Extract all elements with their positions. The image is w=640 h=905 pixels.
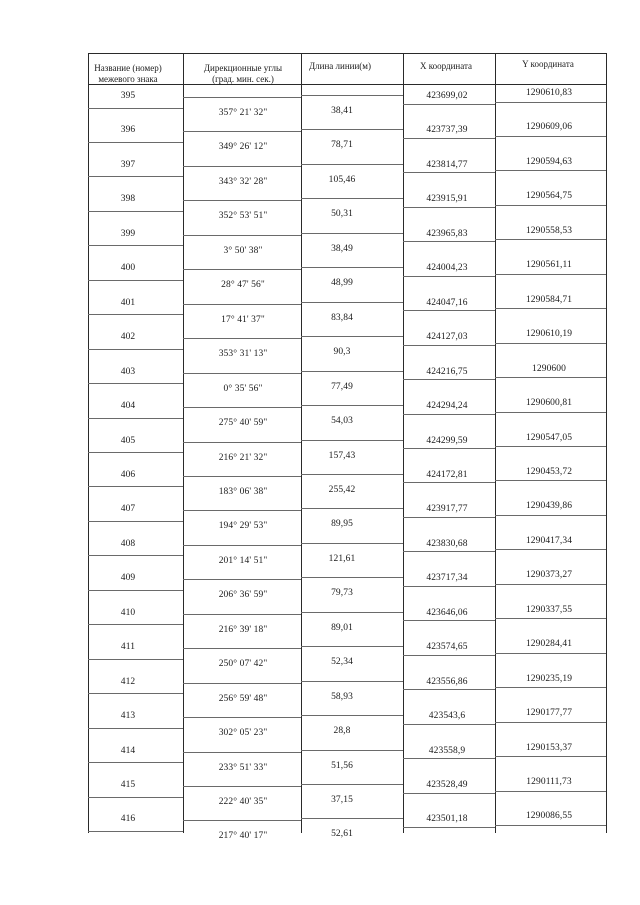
row-separator-angle: [183, 200, 301, 201]
row-separator-y: [495, 549, 606, 550]
row-separator-x: [403, 655, 495, 656]
row-separator-angle: [183, 579, 301, 580]
y-coordinate: 1290561,11: [526, 260, 572, 271]
y-coordinate: 1290610,83: [525, 88, 573, 98]
row-separator-name: [88, 521, 183, 522]
y-coordinate: 1290153,37: [525, 742, 573, 753]
row-separator-length: [301, 508, 403, 509]
row-separator-name: [88, 728, 183, 729]
row-separator-name: [88, 659, 183, 660]
point-name: 397: [120, 159, 136, 170]
line-length: 52,61: [331, 829, 353, 840]
y-coordinate: 1290584,71: [525, 294, 573, 305]
row-separator-length: [301, 612, 403, 613]
row-separator-y: [495, 515, 606, 516]
row-separator-angle: [183, 683, 301, 684]
row-separator-angle: [183, 131, 301, 132]
row-separator-y: [495, 308, 606, 309]
line-length: 121,61: [328, 553, 356, 564]
x-coordinate: 424216,75: [426, 366, 468, 377]
point-name: 395: [120, 91, 136, 101]
y-coordinate: 1290558,53: [525, 225, 573, 236]
x-coordinate: 423830,68: [426, 538, 468, 549]
row-separator-x: [403, 793, 495, 794]
y-coordinate: 1290417,34: [525, 535, 573, 546]
x-coordinate: 423543,6: [428, 711, 466, 722]
row-separator-name: [88, 762, 183, 763]
bearing-angle: 357° 21' 32": [218, 108, 268, 118]
line-length: 89,01: [331, 622, 353, 633]
bearing-angle: 201° 14' 51": [218, 555, 268, 566]
bearing-angle: 28° 47' 56": [221, 280, 265, 291]
row-separator-length: [301, 302, 403, 303]
row-separator-angle: [183, 442, 301, 443]
row-separator-name: [88, 176, 183, 177]
y-coordinate: 1290453,72: [525, 466, 573, 477]
x-coordinate: 423646,06: [426, 607, 468, 618]
row-separator-y: [495, 618, 606, 619]
row-separator-x: [403, 448, 495, 449]
bearing-angle: 216° 21' 32": [218, 452, 268, 463]
row-separator-length: [301, 371, 403, 372]
row-separator-y: [495, 687, 606, 688]
row-separator-name: [88, 142, 183, 143]
line-length: 105,46: [328, 174, 356, 185]
row-separator-x: [403, 482, 495, 483]
row-separator-x: [403, 276, 495, 277]
row-separator-y: [495, 377, 606, 378]
row-separator-angle: [183, 717, 301, 718]
x-coordinate: 423915,91: [426, 194, 468, 205]
row-separator-y: [495, 446, 606, 447]
point-name: 413: [120, 711, 136, 722]
row-separator-length: [301, 95, 403, 96]
row-separator-name: [88, 211, 183, 212]
row-separator-length: [301, 715, 403, 716]
point-name: 409: [120, 573, 136, 584]
row-separator-x: [403, 414, 495, 415]
point-name: 412: [120, 676, 136, 687]
x-coordinate: 423699,02: [426, 91, 468, 101]
header-point-name: [94, 63, 161, 85]
point-name: 402: [120, 332, 136, 343]
x-coordinate: 423558,9: [428, 745, 466, 756]
line-length: 50,31: [331, 209, 353, 220]
row-separator-y: [495, 136, 606, 137]
row-separator-length: [301, 646, 403, 647]
x-coordinate: 423965,83: [426, 228, 468, 239]
bearing-angle: 353° 31' 13": [218, 349, 268, 360]
row-separator-x: [403, 724, 495, 725]
row-separator-y: [495, 825, 606, 826]
bearing-angle: 222° 40' 35": [218, 797, 268, 807]
point-name: 396: [120, 125, 136, 136]
bearing-angle: 250° 07' 42": [218, 659, 268, 670]
column-border-5: [606, 53, 607, 833]
row-separator-length: [301, 681, 403, 682]
row-separator-x: [403, 241, 495, 242]
row-separator-x: [403, 104, 495, 105]
x-coordinate: 423717,34: [426, 573, 468, 584]
point-name: 405: [120, 435, 136, 446]
row-separator-length: [301, 233, 403, 234]
line-length: 255,42: [328, 484, 356, 495]
row-separator-length: [301, 784, 403, 785]
row-separator-x: [403, 138, 495, 139]
line-length: 37,15: [331, 795, 353, 805]
x-coordinate: 423814,77: [426, 159, 468, 170]
row-separator-y: [495, 480, 606, 481]
point-name: 414: [120, 745, 136, 756]
line-length: 58,93: [331, 691, 353, 702]
row-separator-x: [403, 620, 495, 621]
header-bottom-border: [88, 84, 606, 85]
row-separator-name: [88, 486, 183, 487]
y-coordinate: 1290564,75: [525, 191, 573, 202]
row-separator-length: [301, 336, 403, 337]
row-separator-angle: [183, 269, 301, 270]
row-separator-angle: [183, 510, 301, 511]
column-border-3: [403, 53, 404, 833]
row-separator-angle: [183, 614, 301, 615]
row-separator-x: [403, 586, 495, 587]
point-name: 403: [120, 366, 136, 377]
row-separator-angle: [183, 304, 301, 305]
bearing-angle: 352° 53' 51": [218, 211, 268, 222]
x-coordinate: 424294,24: [426, 401, 468, 412]
row-separator-name: [88, 590, 183, 591]
line-length: 38,41: [331, 106, 353, 116]
column-border-1: [183, 53, 184, 833]
bearing-angle: 17° 41' 37": [221, 314, 265, 325]
row-separator-y: [495, 722, 606, 723]
point-name: 408: [120, 538, 136, 549]
bearing-angle: 217° 40' 17": [218, 831, 268, 842]
row-separator-angle: [183, 407, 301, 408]
bearing-angle: 3° 50' 38": [223, 245, 263, 256]
row-separator-y: [495, 412, 606, 413]
x-coordinate: 424047,16: [426, 297, 468, 308]
row-separator-name: [88, 624, 183, 625]
row-separator-y: [495, 343, 606, 344]
line-length: 28,8: [333, 726, 351, 737]
row-separator-x: [403, 689, 495, 690]
row-separator-length: [301, 405, 403, 406]
column-border-0: [88, 53, 89, 833]
header-point-name-line2: межевого знака: [98, 74, 158, 84]
bearing-angle: 343° 32' 28": [218, 176, 268, 187]
row-separator-name: [88, 555, 183, 556]
bearing-angle: 302° 05' 23": [218, 728, 268, 739]
row-separator-length: [301, 577, 403, 578]
row-separator-angle: [183, 786, 301, 787]
row-separator-y: [495, 102, 606, 103]
x-coordinate: 423501,18: [426, 814, 468, 825]
row-separator-angle: [183, 235, 301, 236]
row-separator-x: [403, 345, 495, 346]
row-separator-x: [403, 207, 495, 208]
bearing-angle: 0° 35' 56": [223, 383, 263, 394]
line-length: 51,56: [331, 760, 353, 771]
row-separator-y: [495, 170, 606, 171]
header-y-coordinate: Y координата: [522, 59, 574, 69]
line-length: 157,43: [328, 450, 356, 461]
bearing-angle: 194° 29' 53": [218, 521, 268, 532]
y-coordinate: 1290177,77: [525, 708, 573, 719]
row-separator-length: [301, 474, 403, 475]
row-separator-y: [495, 791, 606, 792]
point-name: 407: [120, 504, 136, 515]
point-name: 406: [120, 469, 136, 480]
y-coordinate: 1290600: [532, 363, 566, 374]
bearing-angle: 216° 39' 18": [218, 624, 268, 635]
line-length: 77,49: [331, 381, 353, 392]
point-name: 404: [120, 401, 136, 412]
row-separator-name: [88, 245, 183, 246]
bearing-angle: 256° 59' 48": [218, 693, 268, 704]
row-separator-y: [495, 274, 606, 275]
bearing-angle: 183° 06' 38": [218, 486, 268, 497]
row-separator-name: [88, 693, 183, 694]
line-length: 54,03: [331, 416, 353, 427]
row-separator-angle: [183, 373, 301, 374]
line-length: 78,71: [331, 140, 353, 151]
point-name: 415: [120, 780, 136, 790]
row-separator-name: [88, 831, 183, 832]
line-length: 48,99: [331, 278, 353, 289]
point-name: 416: [120, 814, 136, 825]
x-coordinate: 423528,49: [426, 780, 468, 790]
row-separator-name: [88, 418, 183, 419]
row-separator-name: [88, 314, 183, 315]
row-separator-length: [301, 267, 403, 268]
x-coordinate: 423556,86: [426, 676, 468, 687]
row-separator-name: [88, 383, 183, 384]
header-length: Длина линии(м): [309, 61, 371, 71]
y-coordinate: 1290086,55: [525, 811, 573, 822]
row-separator-name: [88, 797, 183, 798]
row-separator-length: [301, 750, 403, 751]
row-separator-name: [88, 452, 183, 453]
row-separator-name: [88, 280, 183, 281]
y-coordinate: 1290594,63: [525, 156, 573, 167]
row-separator-name: [88, 108, 183, 109]
row-separator-y: [495, 584, 606, 585]
bearing-angle: 233° 51' 33": [218, 762, 268, 773]
line-length: 83,84: [331, 312, 353, 323]
row-separator-length: [301, 198, 403, 199]
y-coordinate: 1290337,55: [525, 604, 573, 615]
header-x-coordinate: X координата: [419, 61, 473, 71]
point-name: 410: [120, 607, 136, 618]
x-coordinate: 424004,23: [426, 263, 468, 274]
x-coordinate: 423574,65: [426, 642, 468, 653]
row-separator-length: [301, 129, 403, 130]
row-separator-length: [301, 543, 403, 544]
header-bearing-line2: (град. мин. сек.): [212, 74, 274, 84]
header-bearing: [204, 63, 282, 85]
y-coordinate: 1290111,73: [526, 777, 572, 787]
bearing-angle: 349° 26' 12": [218, 142, 268, 153]
row-separator-y: [495, 756, 606, 757]
x-coordinate: 424299,59: [426, 435, 468, 446]
y-coordinate: 1290547,05: [525, 432, 573, 443]
row-separator-angle: [183, 166, 301, 167]
line-length: 79,73: [331, 588, 353, 599]
row-separator-angle: [183, 476, 301, 477]
row-separator-x: [403, 517, 495, 518]
point-name: 398: [120, 194, 136, 205]
x-coordinate: 423737,39: [426, 125, 468, 136]
header-point-name-line1: Название (номер): [94, 63, 162, 73]
header-bearing-line1: Дирекционные углы: [203, 63, 283, 73]
bearing-angle: 275° 40' 59": [218, 418, 268, 429]
y-coordinate: 1290610,19: [525, 329, 573, 340]
row-separator-y: [495, 205, 606, 206]
x-coordinate: 424127,03: [426, 332, 468, 343]
row-separator-angle: [183, 648, 301, 649]
row-separator-x: [403, 551, 495, 552]
y-coordinate: 1290373,27: [525, 570, 573, 581]
row-separator-angle: [183, 820, 301, 821]
row-separator-y: [495, 653, 606, 654]
point-name: 401: [120, 297, 136, 308]
row-separator-length: [301, 164, 403, 165]
line-length: 38,49: [331, 243, 353, 254]
row-separator-angle: [183, 338, 301, 339]
bearing-angle: 206° 36' 59": [218, 590, 268, 601]
row-separator-name: [88, 349, 183, 350]
row-separator-angle: [183, 752, 301, 753]
y-coordinate: 1290235,19: [525, 673, 573, 684]
row-separator-x: [403, 379, 495, 380]
y-coordinate: 1290439,86: [525, 501, 573, 512]
point-name: 411: [120, 642, 136, 653]
table-top-border: [88, 53, 606, 54]
x-coordinate: 423917,77: [426, 504, 468, 515]
point-name: 399: [120, 228, 136, 239]
line-length: 89,95: [331, 519, 353, 530]
row-separator-y: [495, 239, 606, 240]
row-separator-length: [301, 818, 403, 819]
row-separator-length: [301, 440, 403, 441]
row-separator-x: [403, 310, 495, 311]
row-separator-x: [403, 827, 495, 828]
row-separator-angle: [183, 545, 301, 546]
y-coordinate: 1290600,81: [525, 398, 573, 409]
y-coordinate: 1290284,41: [525, 639, 573, 650]
row-separator-x: [403, 758, 495, 759]
row-separator-x: [403, 172, 495, 173]
y-coordinate: 1290609,06: [525, 122, 573, 133]
line-length: 52,34: [331, 657, 353, 668]
point-name: 400: [120, 263, 136, 274]
line-length: 90,3: [333, 347, 351, 358]
x-coordinate: 424172,81: [426, 469, 468, 480]
row-separator-angle: [183, 97, 301, 98]
